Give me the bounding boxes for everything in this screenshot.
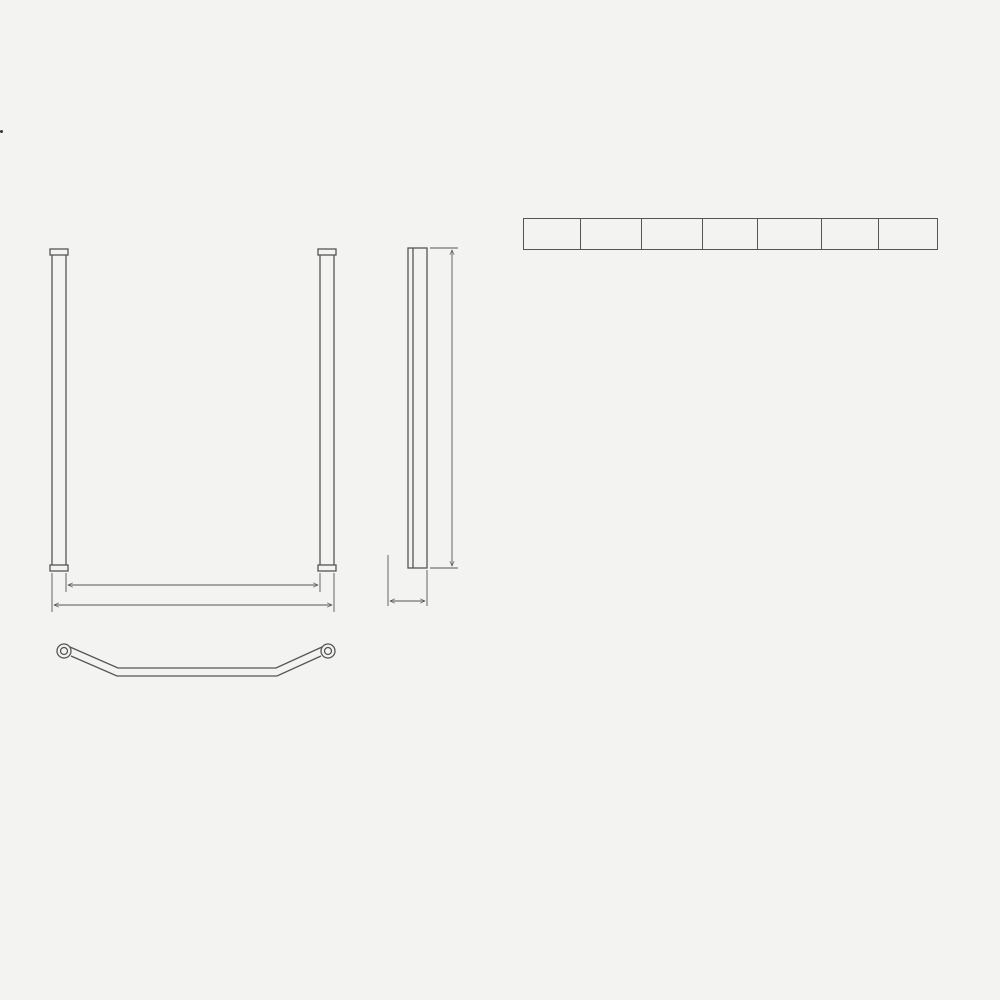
side-upright — [408, 248, 427, 568]
table-header-row — [524, 219, 938, 250]
header-b — [703, 219, 758, 250]
header-c — [822, 219, 879, 250]
left-upright — [52, 251, 66, 569]
towel-rail-drawing — [0, 0, 520, 760]
left-cap-top — [50, 249, 68, 255]
side-view — [408, 248, 427, 568]
dimension-b-star — [52, 573, 334, 612]
right-cap-bottom — [318, 565, 336, 571]
dimension-b — [66, 573, 320, 592]
right-cap-top — [318, 249, 336, 255]
header-a-star — [581, 219, 642, 250]
notes — [371, 627, 521, 634]
top-view-left-end — [57, 644, 71, 658]
top-view — [57, 644, 335, 676]
dimension-a — [430, 248, 458, 568]
header-a-double-star — [642, 219, 703, 250]
header-a — [524, 219, 581, 250]
right-upright — [320, 251, 334, 569]
header-c-star — [879, 219, 938, 250]
spec-table — [523, 218, 938, 250]
left-cap-bottom — [50, 565, 68, 571]
top-view-right-end — [321, 644, 335, 658]
front-view — [50, 249, 336, 571]
header-b-star — [758, 219, 822, 250]
